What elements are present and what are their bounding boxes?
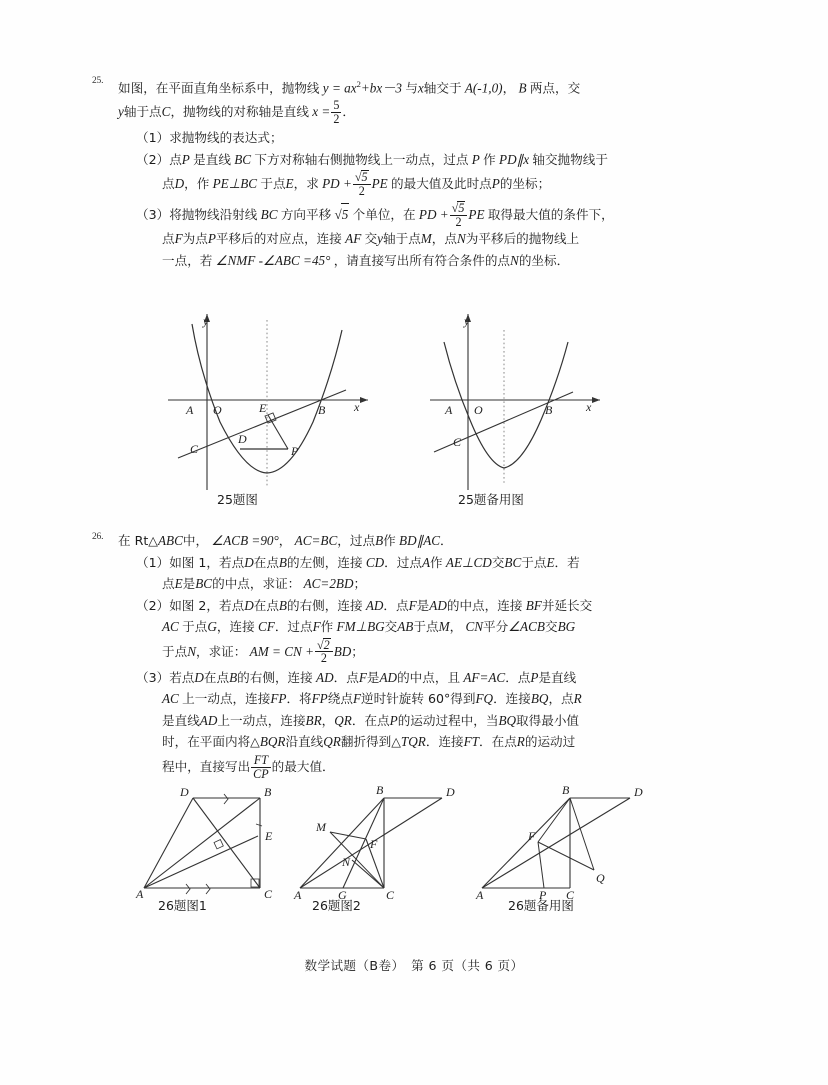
q25-stem-line-2 [118, 99, 792, 125]
q25-p2-text-j: 的最大值及此时点 [391, 176, 492, 192]
q26-p3-text-c: 的右侧，连接 [237, 669, 313, 685]
q25-p2-text-f: 点 [162, 176, 175, 192]
q25-stem-text-a: 如图，在平面直角坐标系中，抛物线 [118, 80, 320, 96]
q25-p2-frac-num-sqrt5: √5 [353, 170, 371, 185]
q25-p2-text-h: 于点 [260, 176, 286, 192]
q26-point-b: B [375, 533, 384, 548]
fig25b-label-y: y [464, 314, 470, 328]
q26-p3-segment-br: BR [305, 712, 322, 728]
q26-p3-text-f: 的中点，且 [397, 669, 461, 685]
q26-part-2-line-2 [162, 616, 792, 638]
q25-part-3-line-2 [162, 228, 792, 250]
q26-p2-text-f: 的中点，连接 [446, 597, 523, 613]
q26-part-3-line-3 [162, 710, 792, 732]
fig26-3-label-D: D [634, 785, 643, 799]
q25-stem-y-axis: y [118, 103, 124, 119]
q25-p3-point-p: P [207, 231, 216, 247]
q25-p3-text-a: （3）将抛物线沿射线 [136, 206, 258, 222]
q26-p2-radicand: 2 [323, 637, 330, 652]
q26-p3-point-p: P [530, 669, 539, 685]
q25-point-c: C [161, 103, 171, 119]
q26-p3-text-i: 上一动点，连接 [182, 691, 271, 707]
q26-p1-text-c: 的左侧，连接 [286, 554, 363, 570]
fig25a-label-B: B [318, 403, 326, 417]
q26-p2-point-f: F [408, 597, 417, 613]
q26-part-3-line-5 [162, 753, 792, 781]
q25-point-b: B [518, 80, 527, 96]
q25-stem-text-g: ，抛物线的对称轴是直线 [170, 103, 309, 119]
q26-p2-frac-den: 2 [320, 651, 327, 666]
q26-triangle-abc: ABC [157, 533, 183, 548]
q26-p2-conclusion-bd: BD [333, 643, 352, 659]
q26-p3-segment-ad: AD [316, 669, 334, 685]
q26-p1-text-e: 作 [430, 554, 443, 570]
fig26-2-label-B: B [376, 783, 384, 797]
q26-p3-segment-fp: FP [270, 691, 287, 707]
figure-25-spare-svg [428, 312, 678, 492]
fig25a-label-D: D [238, 432, 247, 446]
figure-26-fig1-svg [136, 784, 301, 899]
fig25a-label-x: x [354, 400, 360, 414]
q26-p3-segment-fp2: FP [311, 691, 328, 707]
q26-p2-segment-cn: CN [465, 619, 484, 634]
q26-p1-text-k: 的中点，求证： [212, 576, 301, 591]
fig25a-label-P: P [291, 444, 299, 458]
q26-p3-text-w: ．在点 [479, 734, 517, 750]
fig25a-label-O: O [213, 403, 222, 417]
q26-p2-conclusion-am: AM = CN + [249, 643, 314, 659]
q26-p1-text-j: 是 [182, 576, 196, 591]
q26-p2-text-i: ，连接 [216, 619, 255, 634]
q25-p2-point-e: E [285, 176, 294, 192]
q25-p2-text-d: 作 [483, 151, 496, 167]
q26-p3-text-d: ．点 [333, 669, 359, 685]
q26-p3-segment-ad2: AD [379, 669, 398, 685]
q26-part-2-line-3 [162, 638, 792, 665]
q26-part-1-line-2 [162, 573, 792, 595]
q25-p3-angle-condition: ∠NMF -∠ABC =45° [215, 252, 331, 268]
figure-25-main-caption: 25题图 [217, 492, 258, 507]
fig26-2-label-A: A [294, 888, 302, 902]
q26-p2-text-n: 平分 [483, 619, 509, 634]
figure-26-fig2-svg [294, 783, 476, 902]
q26-p3-text-j: ．将 [286, 691, 312, 707]
q25-p3-text-h: 交 [364, 231, 378, 247]
q26-p3-segment-bq2: BQ [498, 712, 517, 728]
fig25b-label-B: B [545, 403, 553, 417]
q26-p2-segment-ad2: AD [429, 597, 447, 613]
q25-formula-bx: +bx－3 [360, 80, 403, 96]
fig26-1-label-D: D [180, 785, 189, 799]
figure-25-main-svg [160, 312, 420, 492]
fig26-2-label-C: C [386, 888, 395, 902]
q25-p3-point-n: N [456, 231, 466, 247]
fig26-1-label-B: B [264, 785, 272, 799]
q25-formula-y-ax: y = ax [322, 80, 357, 96]
q25-p2-text-k: 的坐标； [499, 176, 551, 192]
q25-p3-point-m: M [420, 231, 432, 247]
q26-p3-text-z: 的最大值． [271, 758, 335, 774]
q25-part-1 [136, 127, 792, 149]
q26-stem-text-a: 在 Rt△ [118, 533, 158, 548]
q26-p3-triangle-tqr: TQR [400, 734, 426, 750]
question-25 [92, 74, 792, 271]
q26-p2-fraction-sqrt2-2 [315, 638, 333, 665]
fig25a-segment-pe [268, 415, 288, 449]
q26-p1-semicolon: ； [353, 576, 367, 591]
q26-p2-text-p: 于点 [162, 643, 188, 659]
q25-stem-text-e: 两点，交 [529, 80, 581, 96]
q26-p3-point-b: B [229, 669, 238, 685]
q26-p2-segment-cf: CF [257, 619, 275, 634]
fig25a-label-E: E [259, 401, 267, 415]
q26-p1-point-d: D [244, 554, 254, 570]
q26-p1-point-e: E [546, 554, 555, 570]
q26-p3-text-s: 时，在平面内将△ [162, 734, 260, 750]
fig26-2-segment-bg [343, 798, 384, 888]
q26-stem-text-b: 中， [182, 533, 209, 548]
q26-p3-text-n: 是直线 [162, 712, 200, 728]
q26-p3-text-v: ．连接 [425, 734, 464, 750]
q25-p3-text-d: 取得最大值的条件下， [487, 206, 614, 222]
q26-p1-text-b: 在点 [253, 554, 279, 570]
q26-p3-segment-ad3: AD [199, 712, 218, 728]
q26-p3-segment-bq: BQ [530, 691, 549, 707]
q26-p3-segment-ac: AC [162, 691, 179, 707]
fig26-3-label-P: P [539, 888, 547, 902]
q25-p2-text-i: ，求 [293, 176, 319, 192]
q26-p1-point-b: B [278, 554, 287, 570]
question-25-body [118, 74, 792, 271]
q26-p1-text-h: ．若 [554, 554, 580, 570]
q26-p3-text-u: 翻折得到△ [340, 734, 401, 750]
q25-stem-x-axis: x [417, 80, 424, 96]
q26-part-3-line-1 [136, 667, 792, 689]
q26-p2-text-d: ．点 [383, 597, 409, 613]
q25-fraction-5-2 [331, 99, 341, 125]
q26-p1-ae-perp-cd: AE⊥CD [445, 554, 492, 570]
fig26-3-label-Q: Q [596, 871, 605, 885]
q26-part-3-line-4 [162, 731, 792, 753]
q26-p3-text-r: 取得最小值 [516, 712, 579, 728]
q25-p3-expr-pd: PD + [418, 206, 449, 222]
fig26-2-label-N: N [342, 855, 351, 869]
fig26-3-segment-fp [538, 842, 544, 888]
q26-p2-fm-perp-bg: FM⊥BG [336, 619, 385, 634]
q26-p3-text-p: ．在点 [351, 712, 390, 728]
q26-stem-period: ． [440, 533, 453, 548]
q25-frac-denominator: 2 [333, 111, 340, 126]
q25-p2-text-b: 是直线 [193, 151, 231, 167]
q26-p2-angle-acb: ∠ACB [508, 619, 545, 634]
fig26-3-segment-fb [538, 798, 570, 842]
q25-part-3-line-1: （3）将抛物线沿射线 BC 方向平移 √5 个单位，在 PD + $\frac{√5}{2}$ PE 取得最大值的条件下， [136, 200, 614, 229]
q25-p2-text-g: ，作 [184, 176, 210, 192]
q26-p3-text-y: 程中，直接写出 [162, 758, 251, 774]
fig26-3-label-B: B [562, 783, 570, 797]
q25-point-a: A(-1,0) [464, 80, 503, 96]
q26-p1-text-i: 点 [162, 576, 175, 591]
q25-p2-point-p2: P [471, 151, 480, 167]
fig26-1-segment-ad [144, 798, 193, 888]
q25-formula-exponent: 2 [356, 79, 361, 89]
q25-p2-point-d: D [174, 176, 185, 192]
q25-p3-text-j: ，点 [431, 231, 457, 247]
q26-p2-point-f2: F [312, 619, 321, 634]
question-26 [92, 530, 792, 781]
q26-p3-point-r2: R [516, 734, 525, 750]
fig26-1-label-C: C [264, 887, 273, 901]
q26-p1-text-a: （1）如图 1，若点 [136, 554, 245, 570]
q25-p2-point-p3: P [491, 176, 500, 192]
figure-26-spare-caption: 26题备用图 [508, 898, 574, 913]
q26-p3-fraction-ft-cp [251, 754, 271, 780]
q26-p2-frac-num-sqrt2: √2 [315, 638, 333, 653]
fig25a-label-y: y [203, 314, 209, 328]
figure-26-fig1 [136, 784, 301, 913]
q26-p3-point-f2: F [352, 691, 361, 707]
q26-p3-comma: ， [321, 712, 335, 728]
q25-p2-text-e: 轴交抛物线于 [532, 151, 608, 167]
fig26-1-segment-cd [193, 798, 260, 888]
q26-p3-text-h: 是直线 [538, 669, 577, 685]
q26-p2-text-j: ．过点 [274, 619, 313, 634]
q26-p2-text-e: 是 [416, 597, 430, 613]
q26-p3-af-eq-ac: AF=AC [463, 669, 506, 685]
q25-p3-text-c: 个单位，在 [352, 206, 416, 222]
q26-p1-segment-bc2: BC [195, 576, 213, 591]
q25-p3-radicand: 5 [341, 203, 350, 226]
q26-p2-text-h: 于点 [182, 619, 208, 634]
q25-p2-point-p: P [181, 151, 190, 167]
q25-part-2-line-1 [136, 149, 792, 171]
fig26-1-right-angle-mark [214, 840, 223, 849]
q26-p1-text-f: 交 [491, 554, 505, 570]
question-26-body [118, 530, 792, 781]
q26-p3-segment-qr: QR [334, 712, 352, 728]
q26-p3-point-d: D [194, 669, 204, 685]
q26-p2-point-n: N [187, 643, 196, 659]
q26-p2-segment-ac: AC [162, 619, 179, 634]
fig25b-label-x: x [586, 400, 592, 414]
q25-p3-y-axis: y [377, 231, 384, 247]
q25-p2-pe-perp: PE⊥BC [212, 176, 258, 192]
q25-p3-text-e: 点 [162, 231, 175, 247]
fig26-1-tick-ac-2 [206, 884, 210, 894]
q26-p3-text-x: 的运动过 [524, 734, 576, 750]
q26-stem-text-c: ，过点 [337, 533, 376, 548]
q26-p2-point-d: D [244, 597, 254, 613]
q26-p2-text-l: 交 [384, 619, 398, 634]
q26-stem [118, 530, 792, 552]
q26-p3-text-q: 的运动过程中，当 [397, 712, 499, 728]
q26-p1-text-g: 于点 [521, 554, 547, 570]
fig26-1-tick-be [256, 824, 262, 826]
fig26-1-label-A: A [136, 887, 144, 901]
fig25a-label-A: A [186, 403, 194, 417]
fig26-2-label-D: D [446, 785, 455, 799]
q26-part-3-line-2 [162, 688, 792, 710]
q25-stem-text-c: 轴交于 [423, 80, 462, 96]
q25-p3-text-i: 轴于点 [383, 231, 421, 247]
fig25b-x-arrow [592, 397, 600, 403]
fig26-3-label-A: A [476, 888, 484, 902]
q26-p2-point-b: B [278, 597, 287, 613]
q25-p3-text-g: 平移后的对应点，连接 [215, 231, 342, 247]
q26-ac-eq-bc: AC=BC [294, 533, 338, 548]
fig26-3-segment-bq [570, 798, 594, 870]
q26-p3-text-e: 是 [366, 669, 380, 685]
q26-p3-text-g: ．点 [505, 669, 531, 685]
fig26-2-label-F: F [370, 837, 378, 851]
q25-p3-radicand2: 5 [458, 200, 465, 215]
q26-p2-segment-ad: AD [365, 597, 384, 613]
fig26-2-label-G: G [338, 888, 347, 902]
q26-p3-text-a: （3）若点 [136, 669, 195, 685]
q26-p2-comma: ， [449, 619, 463, 634]
q26-p2-segment-bg: BG [557, 619, 576, 634]
fig25b-label-O: O [474, 403, 483, 417]
q25-part-3-line-3 [162, 250, 792, 272]
q26-p1-point-e2: E [174, 576, 183, 591]
q26-p1-segment-bc: BC [504, 554, 522, 570]
q25-p3-text-f: 为点 [182, 231, 208, 247]
q25-p3-text-k: 为平移后的抛物线上 [465, 231, 580, 247]
q25-p3-text-n: 的坐标． [518, 252, 570, 268]
page-footer: 数学试题（B卷） 第 6 页（共 6 页） [304, 958, 524, 973]
q26-p2-point-m: M [438, 619, 450, 634]
q26-angle-acb: ∠ACB =90° [211, 533, 279, 548]
q26-p3-triangle-bqr: BQR [259, 734, 286, 750]
q25-p2-text-c: 下方对称轴右侧抛物线上一动点，过点 [254, 151, 469, 167]
fig26-3-segment-ad [482, 798, 630, 888]
figure-25-main [160, 312, 420, 507]
fig25a-label-C: C [190, 442, 199, 456]
q26-p2-text-q: ，求证： [195, 643, 247, 659]
q25-stem-text-b: 与 [405, 80, 418, 96]
q26-p1-point-a: A [421, 554, 430, 570]
q25-p3-expr-pe: PE [468, 206, 485, 222]
q26-p3-text-o: 上一动点，连接 [217, 712, 306, 728]
q25-stem-line-1 [118, 74, 792, 99]
q26-p2-text-k: 作 [320, 619, 334, 634]
q25-stem-period: ． [342, 103, 355, 119]
q25-p2-pd-parallel: PD∥x [499, 151, 530, 167]
q25-p3-frac-num-sqrt5: √5 [450, 201, 468, 216]
q26-p3-frac-num-ft: FT [251, 754, 271, 768]
fig26-1-tick-db [224, 794, 228, 804]
q25-p3-fraction-sqrt5-2 [450, 201, 468, 228]
q26-p2-text-b: 在点 [253, 597, 279, 613]
q26-p3-text-m: ，点 [548, 691, 574, 707]
q26-p3-rotation-text: 逆时针旋转 60°得到 [361, 691, 476, 707]
q25-p2-text-a: （2）点 [136, 151, 182, 167]
q26-p3-text-l: ．连接 [493, 691, 531, 707]
q26-p2-text-m: 于点 [413, 619, 439, 634]
q26-part-1-line-1 [136, 552, 792, 574]
q26-p1-text-d: ．过点 [384, 554, 422, 570]
fig26-2-label-M: M [316, 820, 326, 834]
q26-p2-text-o: 交 [544, 619, 558, 634]
q25-p3-text-b: 方向平移 [280, 206, 332, 222]
q26-p3-point-r: R [573, 691, 582, 707]
fig25a-x-arrow [360, 397, 368, 403]
q26-part-2-line-1 [136, 595, 792, 617]
q26-bd-parallel-ac: BD∥AC [399, 533, 441, 548]
q25-p2-radicand: 5 [361, 170, 368, 185]
q25-p2-frac-den: 2 [358, 184, 365, 199]
q25-stem-text-f: 轴于点 [123, 103, 162, 119]
q26-p3-segment-qr2: QR [323, 734, 341, 750]
q26-p3-point-f: F [358, 669, 367, 685]
q25-stem-comma: ， [502, 80, 516, 96]
q26-stem-text-d: 作 [383, 533, 396, 548]
fig26-1-label-E: E [265, 829, 273, 843]
figure-25-spare-caption: 25题备用图 [458, 492, 524, 507]
q26-p2-point-g: G [207, 619, 217, 634]
q26-p3-point-p2: P [389, 712, 398, 728]
q26-p2-text-a: （2）如图 2，若点 [136, 597, 245, 613]
question-26-number: 26. [92, 532, 104, 542]
q26-p2-segment-bf: BF [525, 597, 542, 613]
q26-p2-segment-ab: AB [397, 619, 414, 634]
q26-stem-comma: ， [278, 533, 292, 548]
q25-p2-expr-pd: PD + [322, 176, 352, 192]
fig25b-label-A: A [445, 403, 453, 417]
q26-p3-segment-fq: FQ [475, 691, 494, 707]
q25-p2-expr-pe: PE [371, 176, 388, 192]
q25-p3-frac-den: 2 [455, 214, 462, 229]
q25-p3-text-m: ，请直接写出所有符合条件的点 [333, 252, 511, 268]
q26-p3-text-k: 绕点 [327, 691, 353, 707]
figure-26-spare [476, 783, 668, 913]
q25-p3-text-l: 一点，若 [162, 252, 213, 268]
q26-p1-conclusion: AC=2BD [303, 576, 354, 591]
q25-axis-equation: x = [312, 103, 331, 119]
figure-26-fig2 [294, 783, 476, 913]
q25-p3-segment-af: AF [345, 231, 362, 247]
q26-p3-text-b: 在点 [203, 669, 230, 685]
q26-p2-text-g: 并延长交 [541, 597, 593, 613]
q26-p2-text-c: 的右侧，连接 [286, 597, 363, 613]
q25-part-2-line-2 [162, 170, 792, 197]
figure-25-spare [428, 312, 678, 507]
figure-26-spare-svg [476, 783, 668, 902]
fig25b-label-C: C [453, 435, 462, 449]
q25-p2-line-bc: BC [234, 151, 252, 167]
q25-p2-fraction-sqrt5-2 [353, 170, 371, 197]
q26-p1-segment-cd: CD [365, 554, 385, 570]
question-25-number: 25. [92, 76, 104, 86]
q25-p3-point-f: F [174, 231, 183, 247]
q25-part1-text: （1）求抛物线的表达式； [136, 130, 283, 146]
q26-p3-segment-ft: FT [463, 734, 480, 750]
fig26-3-label-F: F [528, 829, 536, 843]
fig26-1-tick-ac-1 [186, 884, 190, 894]
q25-frac-numerator: 5 [333, 97, 340, 112]
q26-p3-frac-den-cp: CP [253, 766, 269, 781]
q25-p3-point-n2: N [510, 252, 519, 268]
q26-p2-semicolon: ； [351, 643, 364, 659]
q26-p3-text-t: 沿直线 [285, 734, 324, 750]
fig26-3-label-C: C [566, 888, 575, 902]
figure-26-fig1-caption: 26题图1 [158, 898, 207, 913]
q25-p3-ray-bc: BC [260, 206, 278, 222]
figure-26-fig2-caption: 26题图2 [312, 898, 361, 913]
